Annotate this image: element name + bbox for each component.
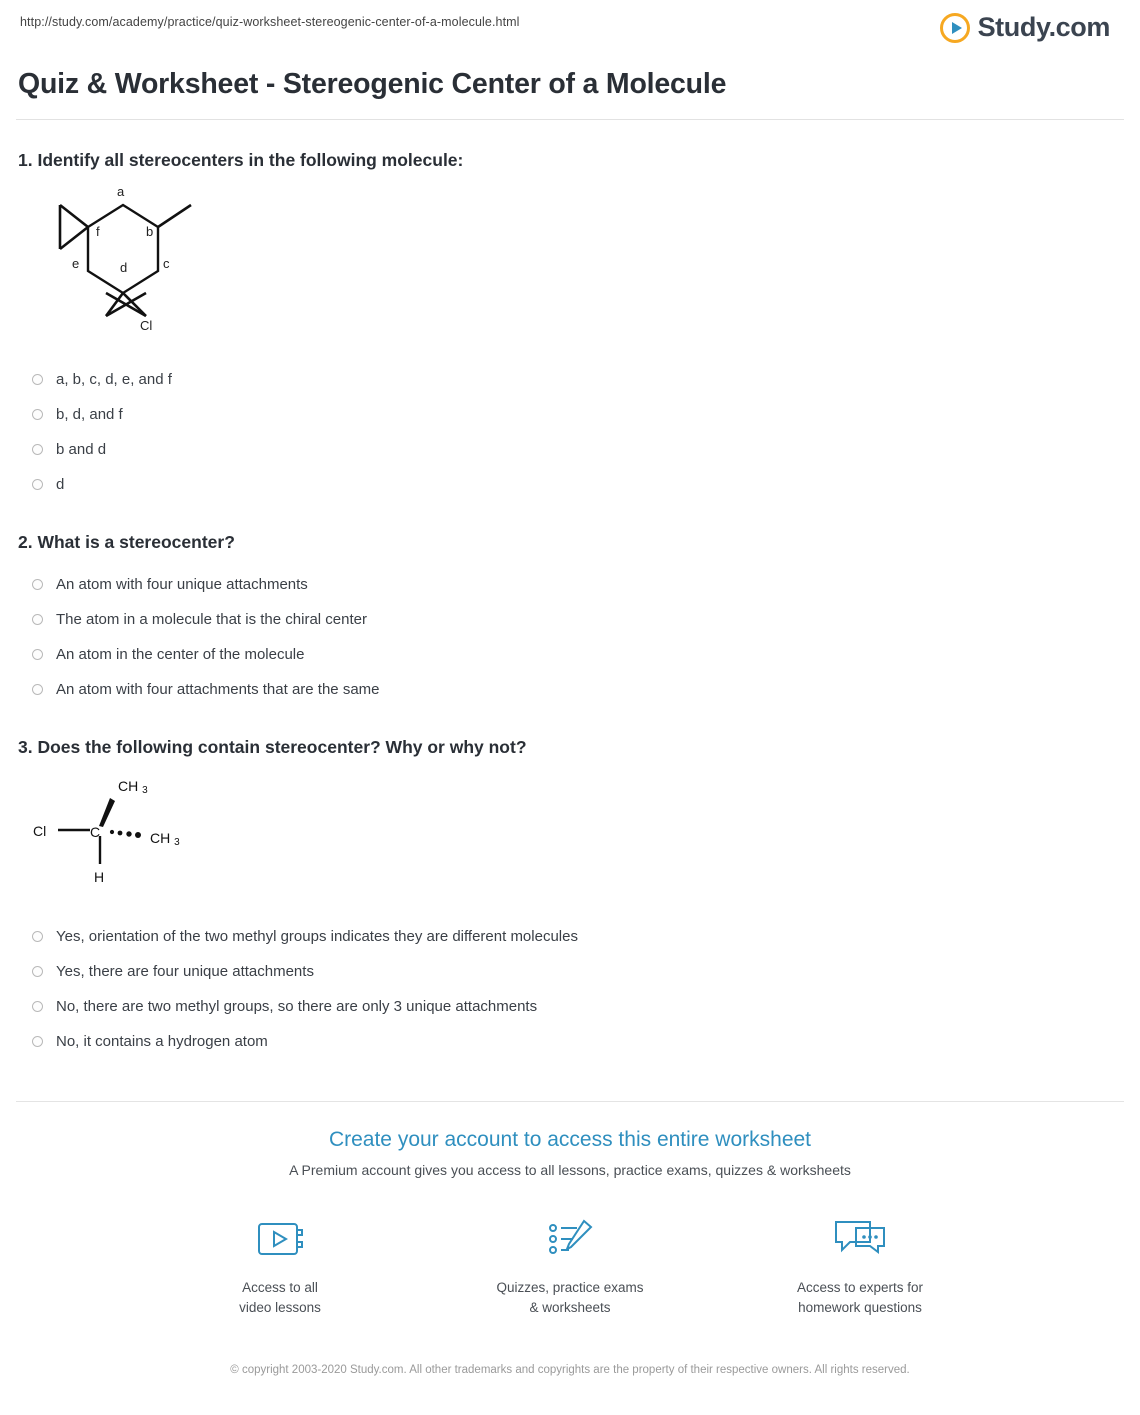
answer-option[interactable] xyxy=(18,602,1124,637)
answer-option[interactable] xyxy=(18,397,1124,432)
promo-title[interactable]: Create your account to access this entire worksheet xyxy=(328,1128,812,1151)
answer-option[interactable] xyxy=(18,362,1124,397)
label-cl: Cl xyxy=(140,318,153,333)
answer-label: Yes, there are four unique attachments xyxy=(56,963,314,980)
answer-label: Yes, orientation of the two methyl groups indicates they are different molecules xyxy=(56,928,578,945)
answer-label: An atom with four unique attachments xyxy=(56,576,308,593)
question-3-text: 3. Does the following contain stereocenter? Why or why not? xyxy=(18,737,527,757)
question-1-text: 1. Identify all stereocenters in the following molecule: xyxy=(18,150,464,170)
answer-label: An atom with four attachments that are the same xyxy=(56,681,380,698)
answer-label: No, there are two methyl groups, so there are only 3 unique attachments xyxy=(56,998,538,1015)
label-b: b xyxy=(146,224,154,239)
wedge-bond xyxy=(99,798,115,827)
answer-label: d xyxy=(56,476,65,493)
answer-label: The atom in a molecule that is the chiral center xyxy=(56,611,367,628)
question-3-answers xyxy=(18,919,1124,1059)
radio-icon[interactable] xyxy=(32,1036,43,1047)
cyclohexane-ring-diagram xyxy=(28,183,248,343)
perk-label xyxy=(480,1278,660,1317)
question-1-figure xyxy=(28,183,1124,348)
chat-bubbles-icon xyxy=(770,1212,950,1268)
promo-section xyxy=(16,1102,1124,1317)
video-player-icon xyxy=(190,1212,370,1268)
answer-option[interactable] xyxy=(18,637,1124,672)
wedge-dash-carbon-diagram xyxy=(28,770,278,900)
answer-option[interactable] xyxy=(18,1024,1124,1059)
radio-icon[interactable] xyxy=(32,1001,43,1012)
answer-label: An atom in the center of the molecule xyxy=(56,646,305,663)
label-e: e xyxy=(72,256,80,271)
copyright-text: © copyright 2003-2020 Study.com. All other trademarks and copyrights are the property of their respective owners. All rights reserved. xyxy=(230,1364,910,1377)
answer-label: No, it contains a hydrogen atom xyxy=(56,1033,268,1050)
answer-option[interactable] xyxy=(18,672,1124,707)
radio-icon[interactable] xyxy=(32,649,43,660)
perk-item xyxy=(480,1212,660,1317)
perk-line-1: Quizzes, practice exams xyxy=(496,1280,644,1295)
answer-label: b, d, and f xyxy=(56,406,123,423)
dashed-bond xyxy=(110,830,141,838)
answer-option[interactable] xyxy=(18,954,1124,989)
label-ch3-right: CH 3 xyxy=(150,830,180,848)
label-a: a xyxy=(117,184,125,199)
question-2-text: 2. What is a stereocenter? xyxy=(18,532,235,552)
answer-option[interactable] xyxy=(18,432,1124,467)
perk-line-1: Access to experts for xyxy=(796,1280,924,1295)
label-d: d xyxy=(120,260,128,275)
answer-option[interactable] xyxy=(18,919,1124,954)
radio-icon[interactable] xyxy=(32,409,43,420)
answer-label: a, b, c, d, e, and f xyxy=(56,371,172,388)
label-cl: Cl xyxy=(33,823,47,839)
study-com-logo[interactable] xyxy=(940,12,1120,43)
radio-icon[interactable] xyxy=(32,479,43,490)
page-title: Quiz & Worksheet - Stereogenic Center of a Molecule xyxy=(18,68,727,100)
radio-icon[interactable] xyxy=(32,614,43,625)
radio-icon[interactable] xyxy=(32,931,43,942)
answer-label: b and d xyxy=(56,441,107,458)
perk-line-2: & worksheets xyxy=(529,1299,611,1315)
label-ch3-top: CH 3 xyxy=(118,778,148,796)
page-url: http://study.com/academy/practice/quiz-worksheet-stereogenic-center-of-a-molecule.html xyxy=(20,15,520,29)
promo-perks xyxy=(16,1212,1124,1317)
perk-label xyxy=(770,1278,950,1317)
radio-icon[interactable] xyxy=(32,966,43,977)
question-1-answers xyxy=(18,362,1124,502)
label-c-center: C xyxy=(90,824,101,840)
perk-item xyxy=(770,1212,950,1317)
label-f: f xyxy=(96,224,100,239)
radio-icon[interactable] xyxy=(32,684,43,695)
perk-line-1: Access to all xyxy=(242,1280,318,1295)
promo-subtitle: A Premium account gives you access to all lessons, practice exams, quizzes & worksheets xyxy=(289,1162,851,1178)
perk-line-2: video lessons xyxy=(239,1299,321,1315)
logo-text xyxy=(978,12,1110,43)
logo-brand: Study xyxy=(977,12,1049,42)
perk-item xyxy=(190,1212,370,1317)
question-2 xyxy=(16,532,1124,707)
logo-suffix: .com xyxy=(1048,12,1110,42)
play-circle-icon xyxy=(940,13,970,43)
radio-icon[interactable] xyxy=(32,579,43,590)
label-h: H xyxy=(94,869,105,885)
quiz-pencil-icon xyxy=(480,1212,660,1268)
question-3 xyxy=(16,737,1124,1059)
answer-option[interactable] xyxy=(18,989,1124,1024)
radio-icon[interactable] xyxy=(32,444,43,455)
question-1 xyxy=(16,150,1124,502)
question-3-figure xyxy=(28,770,1124,905)
radio-icon[interactable] xyxy=(32,374,43,385)
question-2-answers xyxy=(18,567,1124,707)
answer-option[interactable] xyxy=(18,467,1124,502)
answer-option[interactable] xyxy=(18,567,1124,602)
perk-label xyxy=(190,1278,370,1317)
label-c: c xyxy=(163,256,170,271)
title-divider xyxy=(16,119,1124,120)
page-header xyxy=(16,0,1124,52)
perk-line-2: homework questions xyxy=(798,1299,922,1315)
